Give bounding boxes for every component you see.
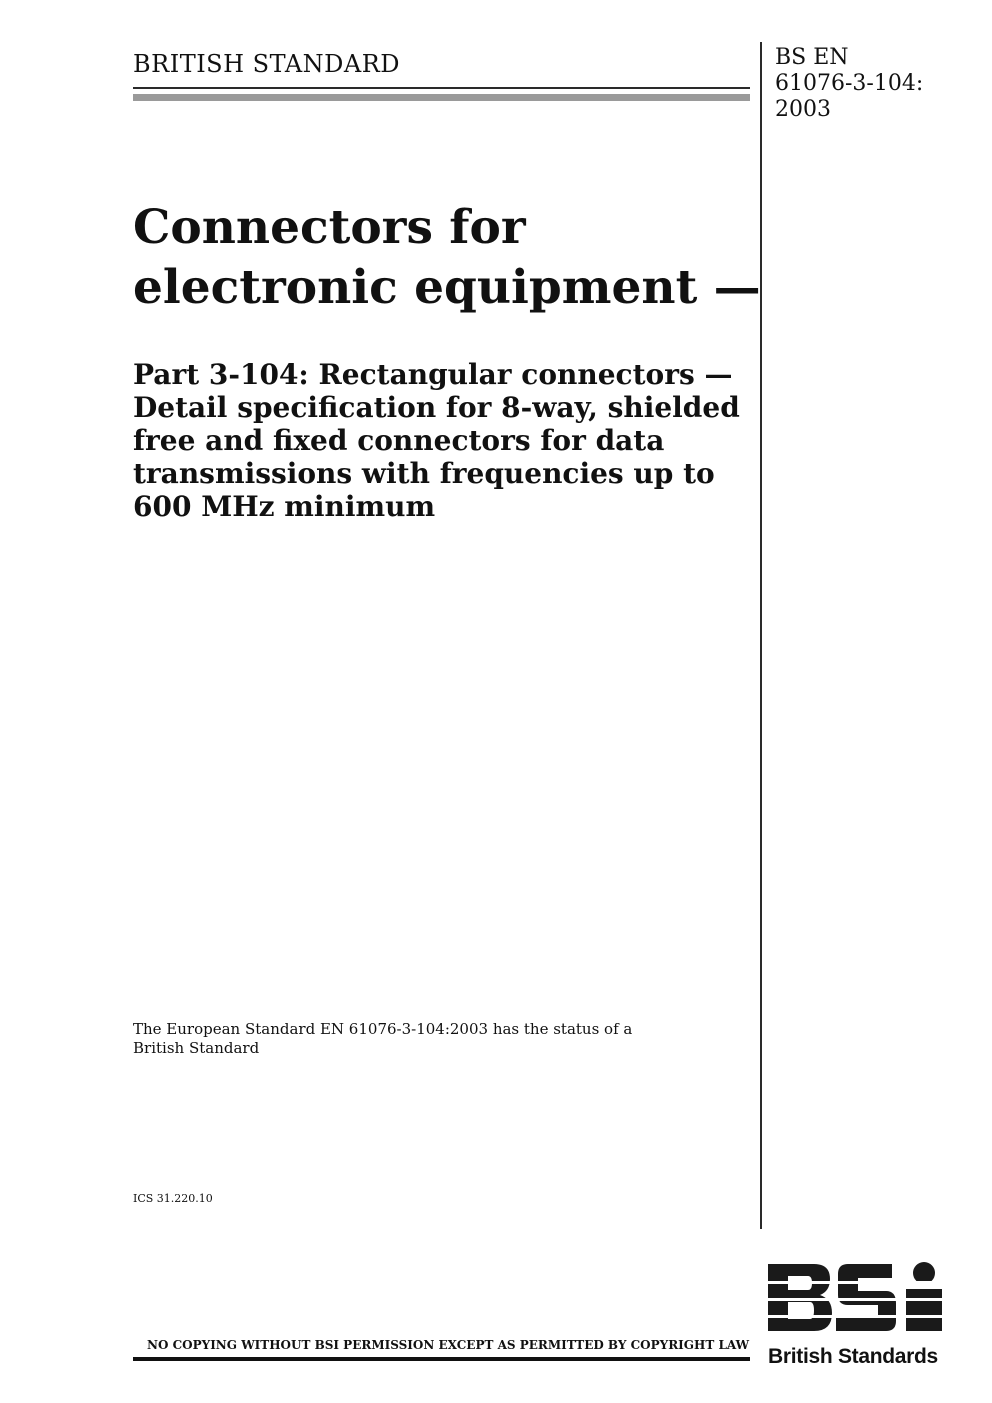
status-note-line: British Standard xyxy=(133,1039,260,1057)
subtitle-line: transmissions with frequencies up to xyxy=(133,457,715,490)
copyright-notice: NO COPYING WITHOUT BSI PERMISSION EXCEPT AS PERMITTED BY COPYRIGHT LAW xyxy=(147,1338,750,1352)
subtitle-line: 600 MHz minimum xyxy=(133,490,436,523)
status-note xyxy=(133,1020,632,1058)
footer-rule xyxy=(133,1357,750,1361)
standard-number xyxy=(775,45,923,123)
subtitle-line: free and fixed connectors for data xyxy=(133,424,665,457)
standard-number-line: 61076-3-104: xyxy=(775,71,924,96)
standard-number-line: BS EN xyxy=(775,45,849,70)
main-title-line: Connectors for xyxy=(133,200,526,255)
subtitle-line: Part 3-104: Rectangular connectors — xyxy=(133,358,733,391)
series-label: BRITISH STANDARD xyxy=(133,50,401,78)
header-rule-thick xyxy=(133,94,750,101)
status-note-line: The European Standard EN 61076-3-104:2003 has the status of a xyxy=(133,1020,633,1038)
standard-number-line: 2003 xyxy=(775,97,831,122)
main-title xyxy=(133,198,761,318)
subtitle-line: Detail specification for 8-way, shielded xyxy=(133,391,740,424)
bsi-tagline: British Standards xyxy=(768,1345,938,1368)
ics-code: ICS 31.220.10 xyxy=(133,1192,213,1205)
subtitle xyxy=(133,358,740,523)
header-rule-thin xyxy=(133,87,750,89)
main-title-line: electronic equipment — xyxy=(133,260,761,315)
